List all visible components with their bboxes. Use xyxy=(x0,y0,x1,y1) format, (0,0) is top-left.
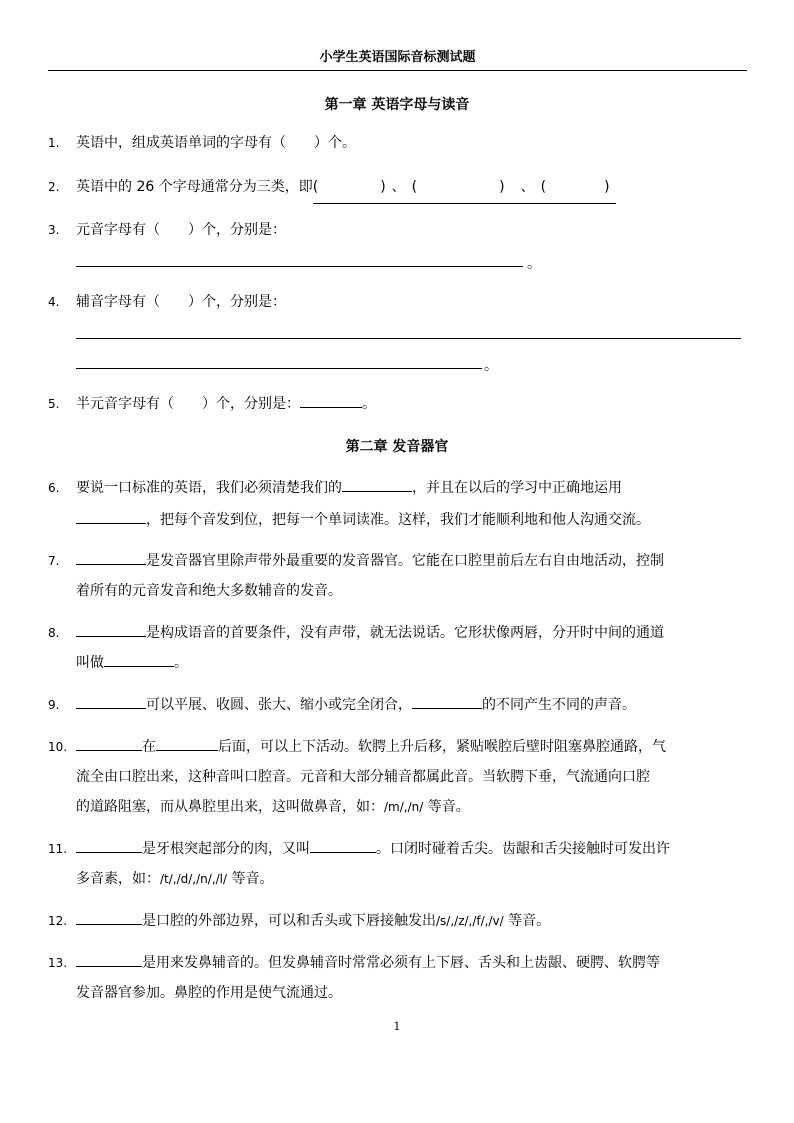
separator: 、 xyxy=(520,179,535,195)
question-text-part: 是发音器官里除声带外最重要的发音器官。它能在口腔里前后左右自由地活动，控制 xyxy=(146,553,664,569)
answer-blank[interactable] xyxy=(156,734,218,751)
question-text-part: ，并且在以后的学习中正确地运用 xyxy=(412,480,622,496)
question-text-part: 要说一口标准的英语，我们必须清楚我们的 xyxy=(76,480,342,496)
question-text-part: 等音。 xyxy=(503,913,551,929)
period: 。 xyxy=(527,256,541,272)
question-text-part: 英语中的 26 个字母通常分为三类，即 xyxy=(76,179,313,195)
ipa-symbols: /s/,/z/,/f/,/v/ xyxy=(436,914,504,928)
chapter-title-2: 第二章 发音器官 xyxy=(345,439,449,455)
answer-blank[interactable] xyxy=(76,507,146,524)
answer-blank[interactable] xyxy=(76,836,142,853)
question-text-part: 多音素，如： xyxy=(76,871,160,887)
question-text-part: 是牙根突起部分的肉，又叫 xyxy=(142,841,310,857)
answer-blank[interactable] xyxy=(76,950,142,967)
answer-blank[interactable] xyxy=(76,548,146,565)
question-text-part: 。 xyxy=(174,655,188,671)
page-number: 1 xyxy=(393,1020,401,1033)
answer-blank[interactable] xyxy=(342,475,412,492)
question-text xyxy=(76,504,741,536)
answer-line[interactable] xyxy=(76,266,523,267)
question-text-part: 叫做 xyxy=(76,655,104,671)
question-text-part: 是口腔的外部边界，可以和舌头或下唇接触发出 xyxy=(142,913,436,929)
question-number: 6. xyxy=(48,481,60,495)
question-number: 5. xyxy=(48,397,60,411)
question-text: 着所有的元音发音和绝大多数辅音的发音。 xyxy=(76,583,342,599)
question-number: 8. xyxy=(48,626,60,640)
question-text-part: 的道路阻塞，而从鼻腔里出来，这叫做鼻音，如： xyxy=(76,799,384,815)
question-text xyxy=(76,731,741,763)
chapter-title-1: 第一章 英语字母与读音 xyxy=(324,97,470,113)
question-number: 3. xyxy=(48,223,60,237)
question-number: 4. xyxy=(48,295,60,309)
question-text xyxy=(76,545,741,577)
question-text xyxy=(76,791,741,823)
question-text xyxy=(76,833,741,865)
question-number: 7. xyxy=(48,554,60,568)
paren: ( xyxy=(312,179,319,195)
question-number: 12. xyxy=(48,914,68,928)
question-text-part: 是构成语音的首要条件，没有声带，就无法说话。它形状像两唇，分开时中间的通道 xyxy=(146,625,664,641)
question-text-part: 在 xyxy=(142,739,156,755)
period: 。 xyxy=(484,358,498,374)
paren: ( xyxy=(540,179,547,195)
question-4-end xyxy=(484,350,514,382)
question-text xyxy=(76,171,741,204)
question-text xyxy=(76,905,741,937)
question-text: 流全由口腔出来，这种音叫口腔音。元音和大部分辅音都属此音。当软腭下垂，气流通向口腔 xyxy=(76,769,650,785)
question-text: 元音字母有（ ）个，分别是： xyxy=(76,222,286,238)
paren: ) xyxy=(604,179,610,195)
answer-blank[interactable] xyxy=(76,692,146,709)
answer-blank[interactable] xyxy=(76,908,142,925)
question-text-part: 可以平展、收圆、张大、缩小或完全闭合， xyxy=(146,697,412,713)
question-text-part: 等音。 xyxy=(227,871,274,887)
paren: ) xyxy=(380,179,386,195)
question-number: 13. xyxy=(48,956,68,970)
question-3-end xyxy=(527,248,557,280)
question-number: 1. xyxy=(48,136,60,150)
answer-blank[interactable] xyxy=(76,734,142,751)
answer-blank[interactable] xyxy=(412,692,482,709)
question-text xyxy=(76,947,741,979)
answer-line[interactable] xyxy=(76,368,482,369)
question-text xyxy=(76,863,741,895)
question-text-part: 的不同产生不同的声音。 xyxy=(482,697,636,713)
question-text xyxy=(76,388,741,420)
question-text-part: 半元音字母有（ ）个，分别是： xyxy=(76,396,300,412)
page-header xyxy=(48,46,747,71)
answer-line[interactable] xyxy=(76,338,741,339)
answer-blank[interactable] xyxy=(104,650,174,667)
question-text xyxy=(76,617,741,649)
question-text-part: 。口闭时碰着舌尖。齿龈和舌尖接触时可发出许 xyxy=(376,841,670,857)
ipa-symbols: /t/,/d/,/n/,/l/ xyxy=(160,872,228,886)
period: 。 xyxy=(362,396,376,412)
separator: 、 xyxy=(391,179,406,195)
question-text-part: 后面，可以上下活动。软腭上升后移，紧贴喉腔后壁时阻塞鼻腔通路，气 xyxy=(218,739,666,755)
question-text-part: 等音。 xyxy=(423,799,470,815)
question-number: 2. xyxy=(48,180,60,194)
question-number: 9. xyxy=(48,698,60,712)
paren: ( xyxy=(411,179,418,195)
question-number: 10. xyxy=(48,740,68,754)
question-text: 英语中，组成英语单词的字母有（ ）个。 xyxy=(76,135,356,151)
question-text xyxy=(76,472,741,504)
answer-blank[interactable] xyxy=(76,620,146,637)
question-number: 11. xyxy=(48,842,68,856)
answer-blank[interactable] xyxy=(313,171,616,204)
question-text: 辅音字母有（ ）个，分别是： xyxy=(76,294,286,310)
paren: ) xyxy=(499,179,505,195)
question-text-part: 是用来发鼻辅音的。但发鼻辅音时常常必须有上下唇、舌头和上齿龈、硬腭、软腭等 xyxy=(142,955,660,971)
answer-blank[interactable] xyxy=(310,836,376,853)
question-text: 发音器官参加。鼻腔的作用是使气流通过。 xyxy=(76,985,342,1001)
question-text xyxy=(76,689,741,721)
question-text-part: ，把每个音发到位，把每一个单词读准。这样，我们才能顺利地和他人沟通交流。 xyxy=(146,512,650,528)
ipa-symbols: /m/,/n/ xyxy=(384,800,424,814)
document-title: 小学生英语国际音标测试题 xyxy=(319,50,476,65)
question-text xyxy=(76,647,741,679)
answer-blank[interactable] xyxy=(300,391,362,408)
